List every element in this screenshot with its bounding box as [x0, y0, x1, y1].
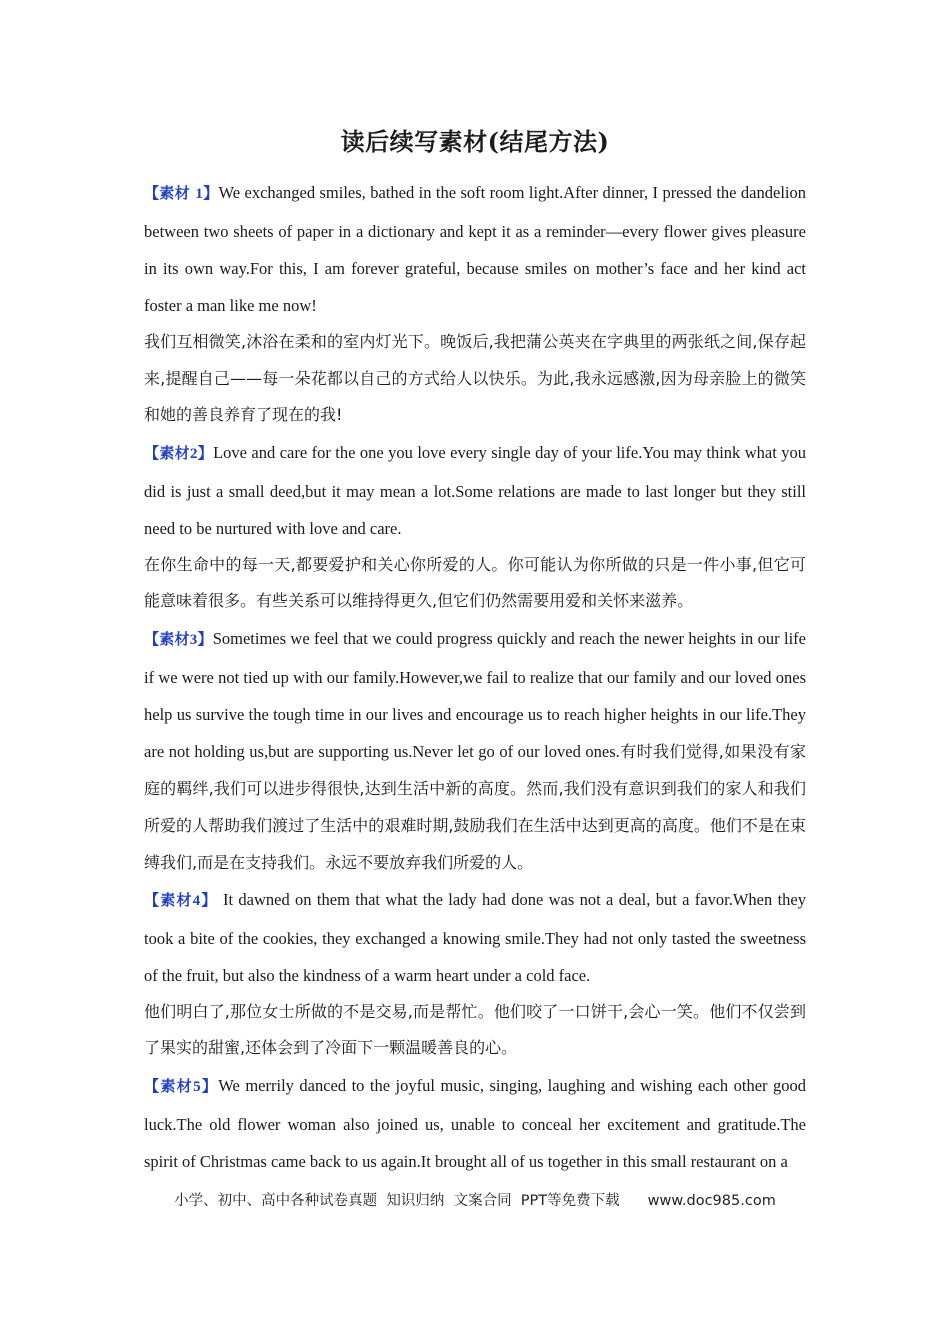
material-chinese-2: 在你生命中的每一天,都要爱护和关心你所爱的人。你可能认为你所做的只是一件小事,但它可能意味着很多。有些关系可以维持得更久,但它们仍然需要用爱和关怀来滋养。 [144, 554, 806, 610]
footer-site-link[interactable]: www.doc985.com [647, 1193, 776, 1209]
chinese-text-3: 有时我们觉得,如果没有家庭的羁绊,我们可以进步得很快,达到生活中新的高度。然而,我们没有意识到我们的家人和我们所爱的人帮助我们渡过了生活中的艰难时期,鼓励我们在生活中达到更高的高度。他们不是在束缚我们,而是在支持我们。永远不要放弃我们所爱的人。 [144, 741, 806, 872]
material-tag-2: 【素材2】 [144, 443, 214, 462]
material-tag-1: 【素材 1】 [144, 184, 219, 202]
footer-text: 小学、初中、高中各种试卷真题 知识归纳 文案合同 PPT等免费下载 [174, 1193, 620, 1209]
material-chinese-4: 他们明白了,那位女士所做的不是交易,而是帮忙。他们咬了一口饼干,会心一笑。他们不仅尝到了果实的甜蜜,还体会到了冷面下一颗温暖善良的心。 [144, 1001, 806, 1057]
page-footer [0, 1189, 950, 1210]
material-block-2 [144, 434, 806, 620]
english-text-3: Sometimes we feel that we could progress quickly and reach the newer heights in our life if we were not tied up with our family.However,we fail to realize that our family and our loved ones help us survive the tough time in our lives and encourage us to reach higher heights in our life.They are not holding us,but are supporting us.Never let go of our loved ones. [144, 628, 806, 761]
material-english-4 [144, 881, 806, 994]
material-tag-3: 【素材3】 [144, 629, 213, 648]
material-tag-5: 【素材5】 [144, 1076, 219, 1095]
english-text-1: We exchanged smiles, bathed in the soft room light.After dinner, I pressed the dandelion between two sheets of paper in a dictionary and kept it as a reminder—every flower gives pleasure in its own way.For this, I am forever grateful, because smiles on mother’s face and her kind act foster a man like me now! [144, 183, 806, 315]
material-block-3 [144, 620, 806, 881]
english-text-4: It dawned on them that what the lady had done was not a deal, but a favor.When they took a bite of the cookies, they exchanged a knowing smile.They had not only tasted the sweetness of the fruit, but also the kindness of a warm heart under a cold face. [144, 889, 806, 985]
english-text-5: We merrily danced to the joyful music, singing, laughing and wishing each other good luck.The old flower woman also joined us, unable to conceal her excitement and gratitude.The spirit of Christmas came back to us again.It brought all of us together in this small restaurant on a [144, 1075, 806, 1171]
english-text-2: Love and care for the one you love every single day of your life.You may think what you did is just a small deed,but it may mean a lot.Some relations are made to last longer but they still need to be nurtured with love and care. [144, 442, 806, 538]
material-english-5 [144, 1067, 806, 1180]
material-tag-4: 【素材4】 [144, 890, 218, 909]
document-body [144, 174, 806, 1180]
material-block-1 [144, 174, 806, 434]
material-block-4 [144, 881, 806, 1067]
material-chinese-1: 我们互相微笑,沐浴在柔和的室内灯光下。晚饭后,我把蒲公英夹在字典里的两张纸之间,保存起来,提醒自己——每一朵花都以自己的方式给人以快乐。为此,我永远感激,因为母亲脸上的微笑和她的善良养育了现在的我! [144, 332, 806, 424]
material-mixed-3 [144, 620, 806, 881]
material-english-2 [144, 434, 806, 547]
page-title: 读后续写素材(结尾方法) [340, 127, 610, 156]
material-english-1 [144, 174, 806, 324]
material-block-5 [144, 1067, 806, 1180]
